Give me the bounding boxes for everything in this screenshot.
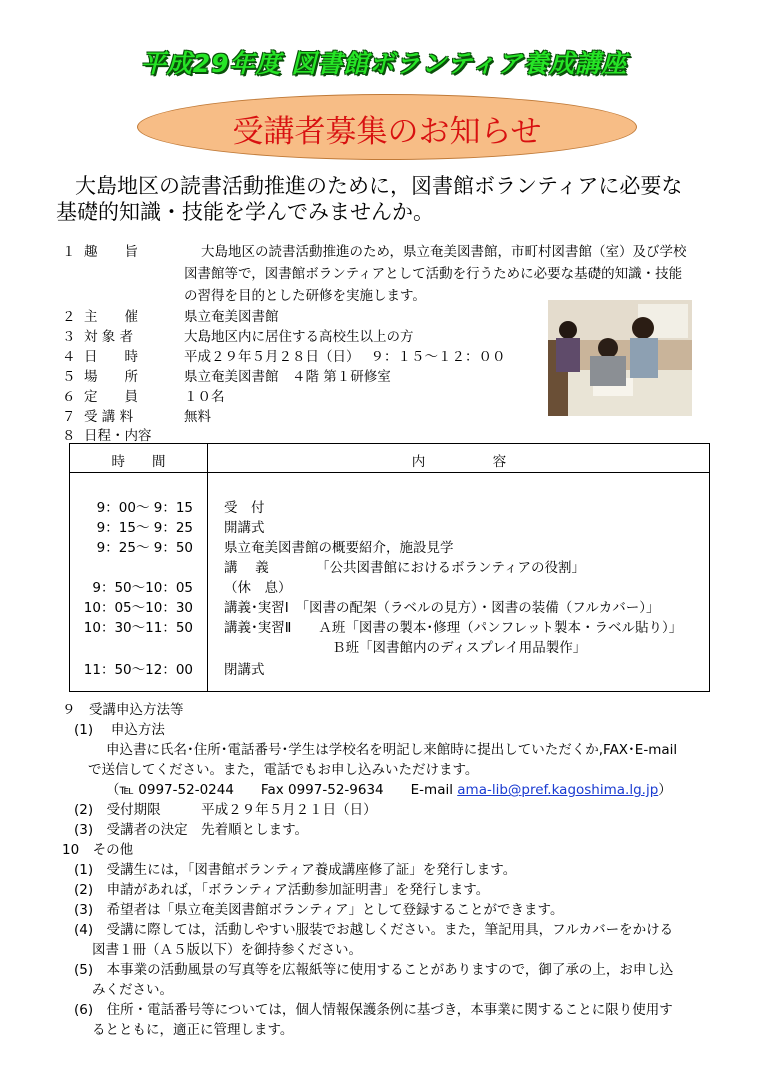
schedule-time: 9：15～ 9：25	[96, 520, 193, 536]
schedule-time: 10：30～11：50	[83, 620, 193, 636]
section-10-item: (5) 本事業の活動風景の写真等を広報紙等に使用することがありますので，御了承の上，お申し込	[74, 962, 674, 978]
section-9-heading: ９ 受講申込方法等	[62, 702, 184, 718]
item-number: ５	[62, 369, 76, 385]
section-9-sub2: (2) 受付期限 平成２９年５月２１日（日）	[74, 802, 377, 818]
schedule-time: 11：50～12：00	[83, 662, 193, 678]
section-9-sub1: (1) 申込方法	[74, 722, 165, 738]
section-10-item: (3) 希望者は「県立奄美図書館ボランティア」として登録することができます。	[74, 902, 564, 918]
section-10-item: (2) 申請があれば，「ボランティア活動参加証明書」を発行します。	[74, 882, 490, 898]
schedule-time: 9：25～ 9：50	[96, 540, 193, 556]
schedule-time: 10：05～10：30	[83, 600, 193, 616]
section-10-item-cont: るとともに，適正に管理します。	[92, 1022, 294, 1038]
item-number: ２	[62, 309, 76, 325]
contact-phone-fax: （℡ 0997-52-0244 Fax 0997-52-9634 E-mail	[106, 782, 453, 798]
item-text: １０名	[184, 389, 225, 405]
schedule-content: 県立奄美図書館の概要紹介，施設見学	[224, 540, 454, 556]
volunteer-photo	[548, 300, 692, 416]
schedule-content: 講義･実習Ⅱ Ａ班「図書の製本･修理（パンフレット製本・ラベル貼り）」	[224, 620, 683, 636]
section-9-sub3: (3) 受講者の決定 先着順とします。	[74, 822, 309, 838]
schedule-content: 講 義 「公共図書館におけるボランティアの役割」	[224, 560, 585, 576]
schedule-content: 開講式	[224, 520, 265, 536]
item-label: 定 員	[84, 389, 138, 405]
item-text: 平成２９年５月２８日（日） ９：１５～１２：００	[184, 349, 506, 365]
item-label: 日 時	[84, 349, 138, 365]
section-9-text: 申込書に氏名･住所･電話番号･学生は学校名を明記し来館時に提出していただくか,FAX･E-mail	[106, 742, 678, 758]
schedule-content: 閉講式	[224, 662, 265, 678]
header-time: 時 間	[111, 454, 166, 470]
header-content: 内 容	[411, 454, 507, 470]
section-10-item: (4) 受講に際しては，活動しやすい服装でお越しください。また，筆記用具，フルカバーをかける	[74, 922, 674, 938]
item-text: 大島地区の読書活動推進のため，県立奄美図書館，市町村図書館（室）及び学校	[201, 244, 687, 260]
page-title: 平成29年度 図書館ボランティア養成講座	[140, 49, 628, 78]
schedule-content: 受 付	[224, 500, 265, 516]
item-number: ６	[62, 389, 76, 405]
section-10-item: (1) 受講生には，「図書館ボランティア養成講座修了証」を発行します。	[74, 862, 517, 878]
item-label: 受 講 料	[84, 409, 134, 425]
lead-line-1: 大島地区の読書活動推進のために，図書館ボランティアに必要な	[75, 174, 683, 198]
schedule-content: Ｂ班「図書館内のディスプレイ用品製作」	[224, 640, 587, 656]
item-text: 県立奄美図書館 ４階 第１研修室	[184, 369, 391, 385]
section-10-heading: 10 その他	[62, 842, 134, 858]
item-text: 県立奄美図書館	[184, 309, 279, 325]
item-label: 主 催	[84, 309, 138, 325]
column-divider	[207, 444, 208, 691]
item-text: 図書館等で，図書館ボランティアとして活動を行うために必要な基礎的知識・技能	[184, 266, 683, 282]
item-label: 趣 旨	[84, 244, 138, 260]
section-10-item: (6) 住所・電話番号等については，個人情報保護条例に基づき，本事業に関することに限り使用す	[74, 1002, 673, 1018]
schedule-table	[69, 443, 710, 692]
schedule-content: （休 息）	[224, 580, 292, 596]
item-number: ８	[62, 428, 76, 444]
item-number: ３	[62, 329, 76, 345]
contact-email-link[interactable]: ama-lib@pref.kagoshima.lg.jp	[457, 782, 659, 798]
item-number: ４	[62, 349, 76, 365]
item-label: 場 所	[84, 369, 138, 385]
item-text: 無料	[184, 409, 211, 425]
schedule-time: 9：50～10：05	[92, 580, 193, 596]
item-label: 日程・内容	[84, 428, 152, 444]
contact-close: ）	[658, 782, 672, 798]
section-10-item-cont: みください。	[92, 982, 173, 998]
item-label: 対 象 者	[84, 329, 134, 345]
item-number: ７	[62, 409, 76, 425]
section-10-item-cont: 図書１冊（Ａ５版以下）を御持参ください。	[92, 942, 362, 958]
lead-line-2: 基礎的知識・技能を学んでみませんか。	[56, 200, 434, 224]
schedule-time: 9：00～ 9：15	[96, 500, 193, 516]
schedule-header	[70, 444, 709, 473]
item-text: の習得を目的とした研修を実施します。	[184, 288, 426, 304]
item-number: １	[62, 244, 76, 260]
schedule-content: 講義･実習Ⅰ 「図書の配架（ラベルの見方）・図書の装備（フルカバー）」	[224, 600, 660, 616]
item-text: 大島地区内に居住する高校生以上の方	[184, 329, 414, 345]
banner-title: 受講者募集のお知らせ	[232, 114, 542, 150]
section-9-text: で送信してください。また，電話でもお申し込みいただけます。	[88, 762, 479, 778]
contact-line	[106, 778, 672, 798]
